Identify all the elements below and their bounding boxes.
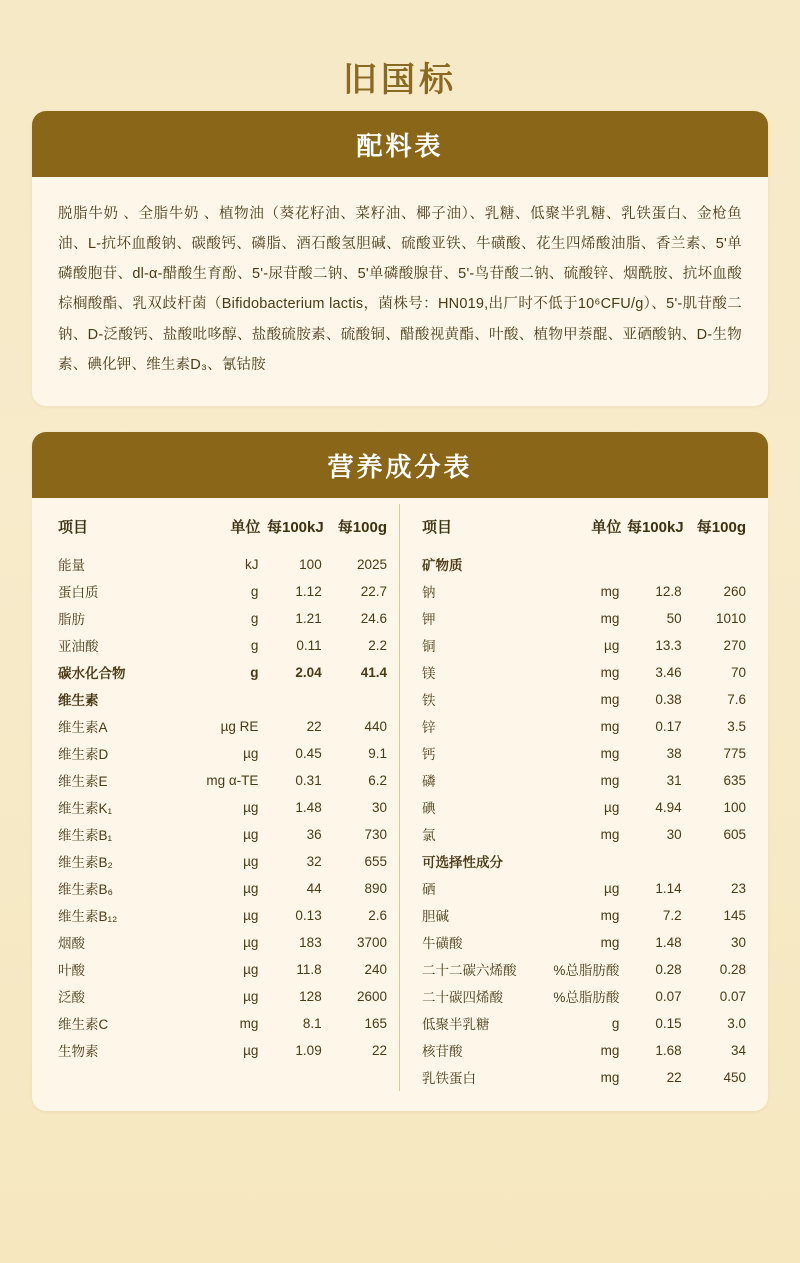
cell-unit	[549, 551, 621, 578]
cell-item: 钾	[422, 612, 436, 628]
cell-item: 能量	[58, 558, 85, 574]
cell-per100kj: 44	[306, 880, 322, 896]
column-header-item: 项目	[422, 518, 453, 536]
nutrition-header: 营养成分表	[32, 432, 768, 498]
column-header-per100g: 每100g	[337, 518, 387, 536]
table-header-row	[54, 504, 387, 551]
cell-item: 二十碳四烯酸	[422, 990, 503, 1006]
cell-item: 叶酸	[58, 963, 85, 979]
cell-unit: mg	[600, 907, 620, 923]
cell-unit: µg	[243, 880, 259, 896]
cell-item: 钙	[422, 747, 436, 763]
nutrition-left-body	[54, 551, 387, 1064]
cell-per100g: 41.4	[360, 664, 387, 680]
table-row	[418, 821, 746, 848]
ingredients-card	[32, 111, 768, 406]
cell-item: 亚油酸	[58, 639, 99, 655]
cell-item: 可选择性成分	[422, 855, 503, 871]
cell-unit	[549, 848, 621, 875]
cell-per100kj: 100	[299, 556, 322, 572]
table-row	[54, 1037, 387, 1064]
cell-per100g: 440	[364, 718, 387, 734]
cell-per100kj: 1.68	[655, 1042, 682, 1058]
nutrition-right-body	[418, 551, 746, 1091]
table-row	[54, 848, 387, 875]
cell-per100g: 890	[364, 880, 387, 896]
cell-per100kj: 7.2	[662, 907, 682, 923]
cell-item: 锌	[422, 720, 436, 736]
cell-per100kj: 22	[306, 718, 322, 734]
cell-item: 维生素	[58, 693, 99, 709]
cell-unit: µg	[243, 799, 259, 815]
cell-per100g: 655	[364, 853, 387, 869]
cell-per100kj	[621, 848, 683, 875]
cell-unit: µg	[243, 1042, 259, 1058]
cell-item: 生物素	[58, 1044, 99, 1060]
table-row	[54, 956, 387, 983]
table-row	[54, 794, 387, 821]
cell-per100kj: 38	[666, 745, 682, 761]
cell-item: 硒	[422, 882, 436, 898]
cell-unit: µg	[243, 745, 259, 761]
cell-per100kj: 12.8	[655, 583, 682, 599]
cell-unit: %总脂肪酸	[553, 963, 620, 979]
cell-item: 磷	[422, 774, 436, 790]
cell-per100g: 145	[723, 907, 746, 923]
cell-item: 蛋白质	[58, 585, 99, 601]
cell-item: 碘	[422, 801, 436, 817]
cell-per100g: 30	[730, 934, 746, 950]
cell-per100g: 270	[723, 637, 746, 653]
cell-unit	[187, 686, 260, 713]
cell-item: 碳水化合物	[58, 666, 126, 682]
cell-per100kj: 0.45	[295, 745, 322, 761]
cell-item: 泛酸	[58, 990, 85, 1006]
table-row	[418, 1037, 746, 1064]
table-row	[418, 902, 746, 929]
cell-unit: µg	[604, 880, 620, 896]
page-title: 旧国标	[343, 61, 457, 99]
cell-per100g: 1010	[715, 610, 746, 626]
cell-per100g: 7.6	[727, 691, 746, 707]
table-row	[54, 929, 387, 956]
cell-unit: mg α-TE	[206, 772, 259, 788]
cell-per100kj: 50	[666, 610, 682, 626]
table-row	[54, 1010, 387, 1037]
cell-item: 维生素C	[58, 1017, 109, 1033]
table-row	[54, 875, 387, 902]
cell-item: 牛磺酸	[422, 936, 463, 952]
table-row	[418, 551, 746, 578]
table-header-row	[418, 504, 746, 551]
ingredients-header: 配料表	[32, 111, 768, 177]
cell-per100g	[684, 848, 746, 875]
table-row	[54, 686, 387, 713]
column-header-item: 项目	[58, 518, 89, 536]
cell-unit: mg	[600, 826, 620, 842]
cell-per100g: 34	[730, 1042, 746, 1058]
cell-item: 脂肪	[58, 612, 85, 628]
cell-per100g: 635	[723, 772, 746, 788]
cell-unit: µg	[243, 853, 259, 869]
cell-per100kj: 0.11	[296, 637, 322, 653]
nutrition-table-right	[418, 504, 746, 1091]
cell-item: 乳铁蛋白	[422, 1071, 476, 1087]
cell-per100kj	[260, 686, 323, 713]
cell-per100g: 165	[364, 1015, 387, 1031]
nutrition-left-column	[54, 504, 400, 1091]
cell-per100g: 3700	[356, 934, 387, 950]
table-row	[54, 983, 387, 1010]
nutrition-right-column	[400, 504, 746, 1091]
cell-per100kj: 8.1	[302, 1015, 322, 1031]
cell-per100kj: 0.38	[655, 691, 682, 707]
cell-per100kj: 1.48	[655, 934, 682, 950]
table-row	[54, 659, 387, 686]
table-row	[54, 821, 387, 848]
cell-unit: g	[611, 1015, 620, 1031]
cell-per100g: 3.0	[727, 1015, 746, 1031]
table-row	[418, 632, 746, 659]
cell-unit: mg	[600, 691, 620, 707]
column-header-unit: 单位	[230, 518, 261, 536]
cell-per100kj: 4.94	[655, 799, 682, 815]
cell-unit: %总脂肪酸	[553, 990, 620, 1006]
cell-per100kj: 30	[666, 826, 682, 842]
cell-per100g: 2.6	[368, 907, 387, 923]
cell-unit: µg	[243, 907, 259, 923]
nutrition-body	[32, 498, 768, 1111]
cell-unit: mg	[600, 1042, 620, 1058]
cell-item: 维生素A	[58, 720, 108, 736]
cell-per100kj: 1.12	[295, 583, 322, 599]
cell-per100g	[324, 686, 387, 713]
cell-per100g: 22.7	[360, 583, 387, 599]
table-row	[54, 605, 387, 632]
cell-per100g: 30	[371, 799, 387, 815]
cell-item: 维生素K₁	[58, 801, 113, 817]
cell-per100g: 775	[723, 745, 746, 761]
cell-item: 钠	[422, 585, 436, 601]
table-row	[418, 740, 746, 767]
cell-per100g: 9.1	[368, 745, 387, 761]
ingredients-body	[32, 177, 768, 406]
cell-per100g: 605	[723, 826, 746, 842]
cell-per100kj: 128	[299, 988, 322, 1004]
cell-unit: mg	[600, 583, 620, 599]
cell-item: 低聚半乳糖	[422, 1017, 490, 1033]
column-header-per100kj: 每100kJ	[626, 518, 684, 536]
table-row	[418, 1010, 746, 1037]
cell-per100kj: 22	[666, 1069, 682, 1085]
cell-per100kj	[621, 551, 683, 578]
nutrition-card	[32, 432, 768, 1111]
cell-unit: mg	[239, 1015, 259, 1031]
table-row	[418, 956, 746, 983]
cell-per100g: 6.2	[368, 772, 387, 788]
cell-unit: mg	[600, 745, 620, 761]
cell-per100kj: 2.04	[295, 664, 322, 680]
cell-per100g: 100	[723, 799, 746, 815]
cell-per100kj: 1.21	[295, 610, 322, 626]
table-row	[418, 983, 746, 1010]
cell-item: 烟酸	[58, 936, 85, 952]
cell-per100g: 0.07	[719, 988, 746, 1004]
cell-unit: mg	[600, 610, 620, 626]
cell-unit: mg	[600, 718, 620, 734]
table-row	[418, 929, 746, 956]
table-row	[418, 713, 746, 740]
table-row	[418, 605, 746, 632]
table-row	[54, 632, 387, 659]
ingredients-text: 脱脂牛奶 、全脂牛奶 、植物油（葵花籽油、菜籽油、椰子油）、乳糖、低聚半乳糖、乳铁蛋白、金枪鱼油、L-抗坏血酸钠、碳酸钙、磷脂、酒石酸氢胆碱、硫酸亚铁、牛磺酸、花生四烯酸油脂、香兰素、5'单磷酸胞苷、dl-α-醋酸生育酚、5'-尿苷酸二钠、5'单磷酸腺苷、5'-鸟苷酸二钠、硫酸锌、烟酰胺、抗坏血酸棕榈酸酯、乳双歧杆菌（Bifidobacterium lactis，菌株号：HN019,出厂时不低于10⁶CFU/g）、5'-肌苷酸二钠、D-泛酸钙、盐酸吡哆醇、盐酸硫胺素、硫酸铜、醋酸视黄酯、叶酸、植物甲萘醌、亚硒酸钠、D-生物素、碘化钾、维生素D₃、氰钴胺	[58, 206, 742, 373]
cell-per100g: 3.5	[727, 718, 746, 734]
table-row	[54, 551, 387, 578]
cell-unit: µg	[243, 988, 259, 1004]
cell-item: 镁	[422, 666, 436, 682]
cell-unit: mg	[600, 934, 620, 950]
cell-per100g: 23	[730, 880, 746, 896]
cell-item: 核苷酸	[422, 1044, 463, 1060]
cell-unit: kJ	[244, 556, 259, 572]
cell-unit: g	[250, 637, 259, 653]
cell-per100kj: 3.46	[655, 664, 682, 680]
cell-unit: µg	[604, 799, 620, 815]
cell-per100g: 260	[723, 583, 746, 599]
column-header-per100kj: 每100kJ	[266, 518, 324, 536]
cell-per100g: 240	[364, 961, 387, 977]
cell-per100kj: 0.17	[655, 718, 682, 734]
cell-item: 维生素B₂	[58, 855, 113, 871]
cell-per100g: 22	[371, 1042, 387, 1058]
table-row	[418, 1064, 746, 1091]
table-row	[418, 578, 746, 605]
table-row	[418, 848, 746, 875]
cell-per100kj: 0.28	[655, 961, 682, 977]
cell-unit: µg	[604, 637, 620, 653]
nutrition-table-left	[54, 504, 387, 1064]
cell-item: 维生素E	[58, 774, 108, 790]
cell-per100g: 2600	[356, 988, 387, 1004]
column-header-per100g: 每100g	[696, 518, 746, 536]
cell-unit: mg	[600, 772, 620, 788]
cell-unit: µg	[243, 826, 259, 842]
cell-item: 维生素B₆	[58, 882, 113, 898]
cell-unit: mg	[600, 664, 620, 680]
cell-per100g: 2025	[356, 556, 387, 572]
cell-per100kj: 1.48	[295, 799, 322, 815]
table-row	[418, 659, 746, 686]
cell-per100kj: 0.31	[295, 772, 322, 788]
table-row	[54, 578, 387, 605]
cell-per100g: 70	[730, 664, 746, 680]
cell-per100kj: 1.09	[295, 1042, 322, 1058]
table-row	[54, 902, 387, 929]
cell-unit: µg	[243, 961, 259, 977]
table-row	[418, 767, 746, 794]
cell-unit: µg RE	[220, 718, 259, 734]
cell-per100g: 0.28	[719, 961, 746, 977]
column-header-unit: 单位	[591, 518, 622, 536]
cell-per100kj: 0.13	[295, 907, 322, 923]
table-row	[418, 794, 746, 821]
cell-item: 维生素B₁	[58, 828, 113, 844]
cell-per100kj: 31	[666, 772, 682, 788]
cell-item: 铜	[422, 639, 436, 655]
cell-per100kj: 32	[306, 853, 322, 869]
cell-item: 二十二碳六烯酸	[422, 963, 517, 979]
cell-per100g: 730	[364, 826, 387, 842]
cell-per100kj: 1.14	[655, 880, 682, 896]
cell-item: 维生素B₁₂	[58, 909, 118, 925]
cell-per100kj: 13.3	[655, 637, 682, 653]
cell-per100g: 450	[723, 1069, 746, 1085]
cell-item: 氯	[422, 828, 436, 844]
cell-per100kj: 0.15	[655, 1015, 682, 1031]
cell-per100kj: 183	[299, 934, 322, 950]
cell-per100g: 2.2	[368, 637, 387, 653]
table-row	[418, 686, 746, 713]
cell-item: 维生素D	[58, 747, 109, 763]
table-row	[54, 713, 387, 740]
table-row	[54, 767, 387, 794]
cell-item: 铁	[422, 693, 436, 709]
table-row	[418, 875, 746, 902]
cell-unit: g	[250, 664, 259, 680]
cell-unit: mg	[600, 1069, 620, 1085]
cell-item: 胆碱	[422, 909, 449, 925]
cell-per100g	[684, 551, 746, 578]
cell-per100kj: 0.07	[655, 988, 682, 1004]
cell-unit: g	[250, 583, 259, 599]
table-row	[54, 740, 387, 767]
cell-item: 矿物质	[422, 558, 463, 574]
cell-per100g: 24.6	[360, 610, 387, 626]
cell-per100kj: 11.8	[296, 961, 322, 977]
cell-unit: µg	[243, 934, 259, 950]
cell-unit: g	[250, 610, 259, 626]
cell-per100kj: 36	[306, 826, 322, 842]
